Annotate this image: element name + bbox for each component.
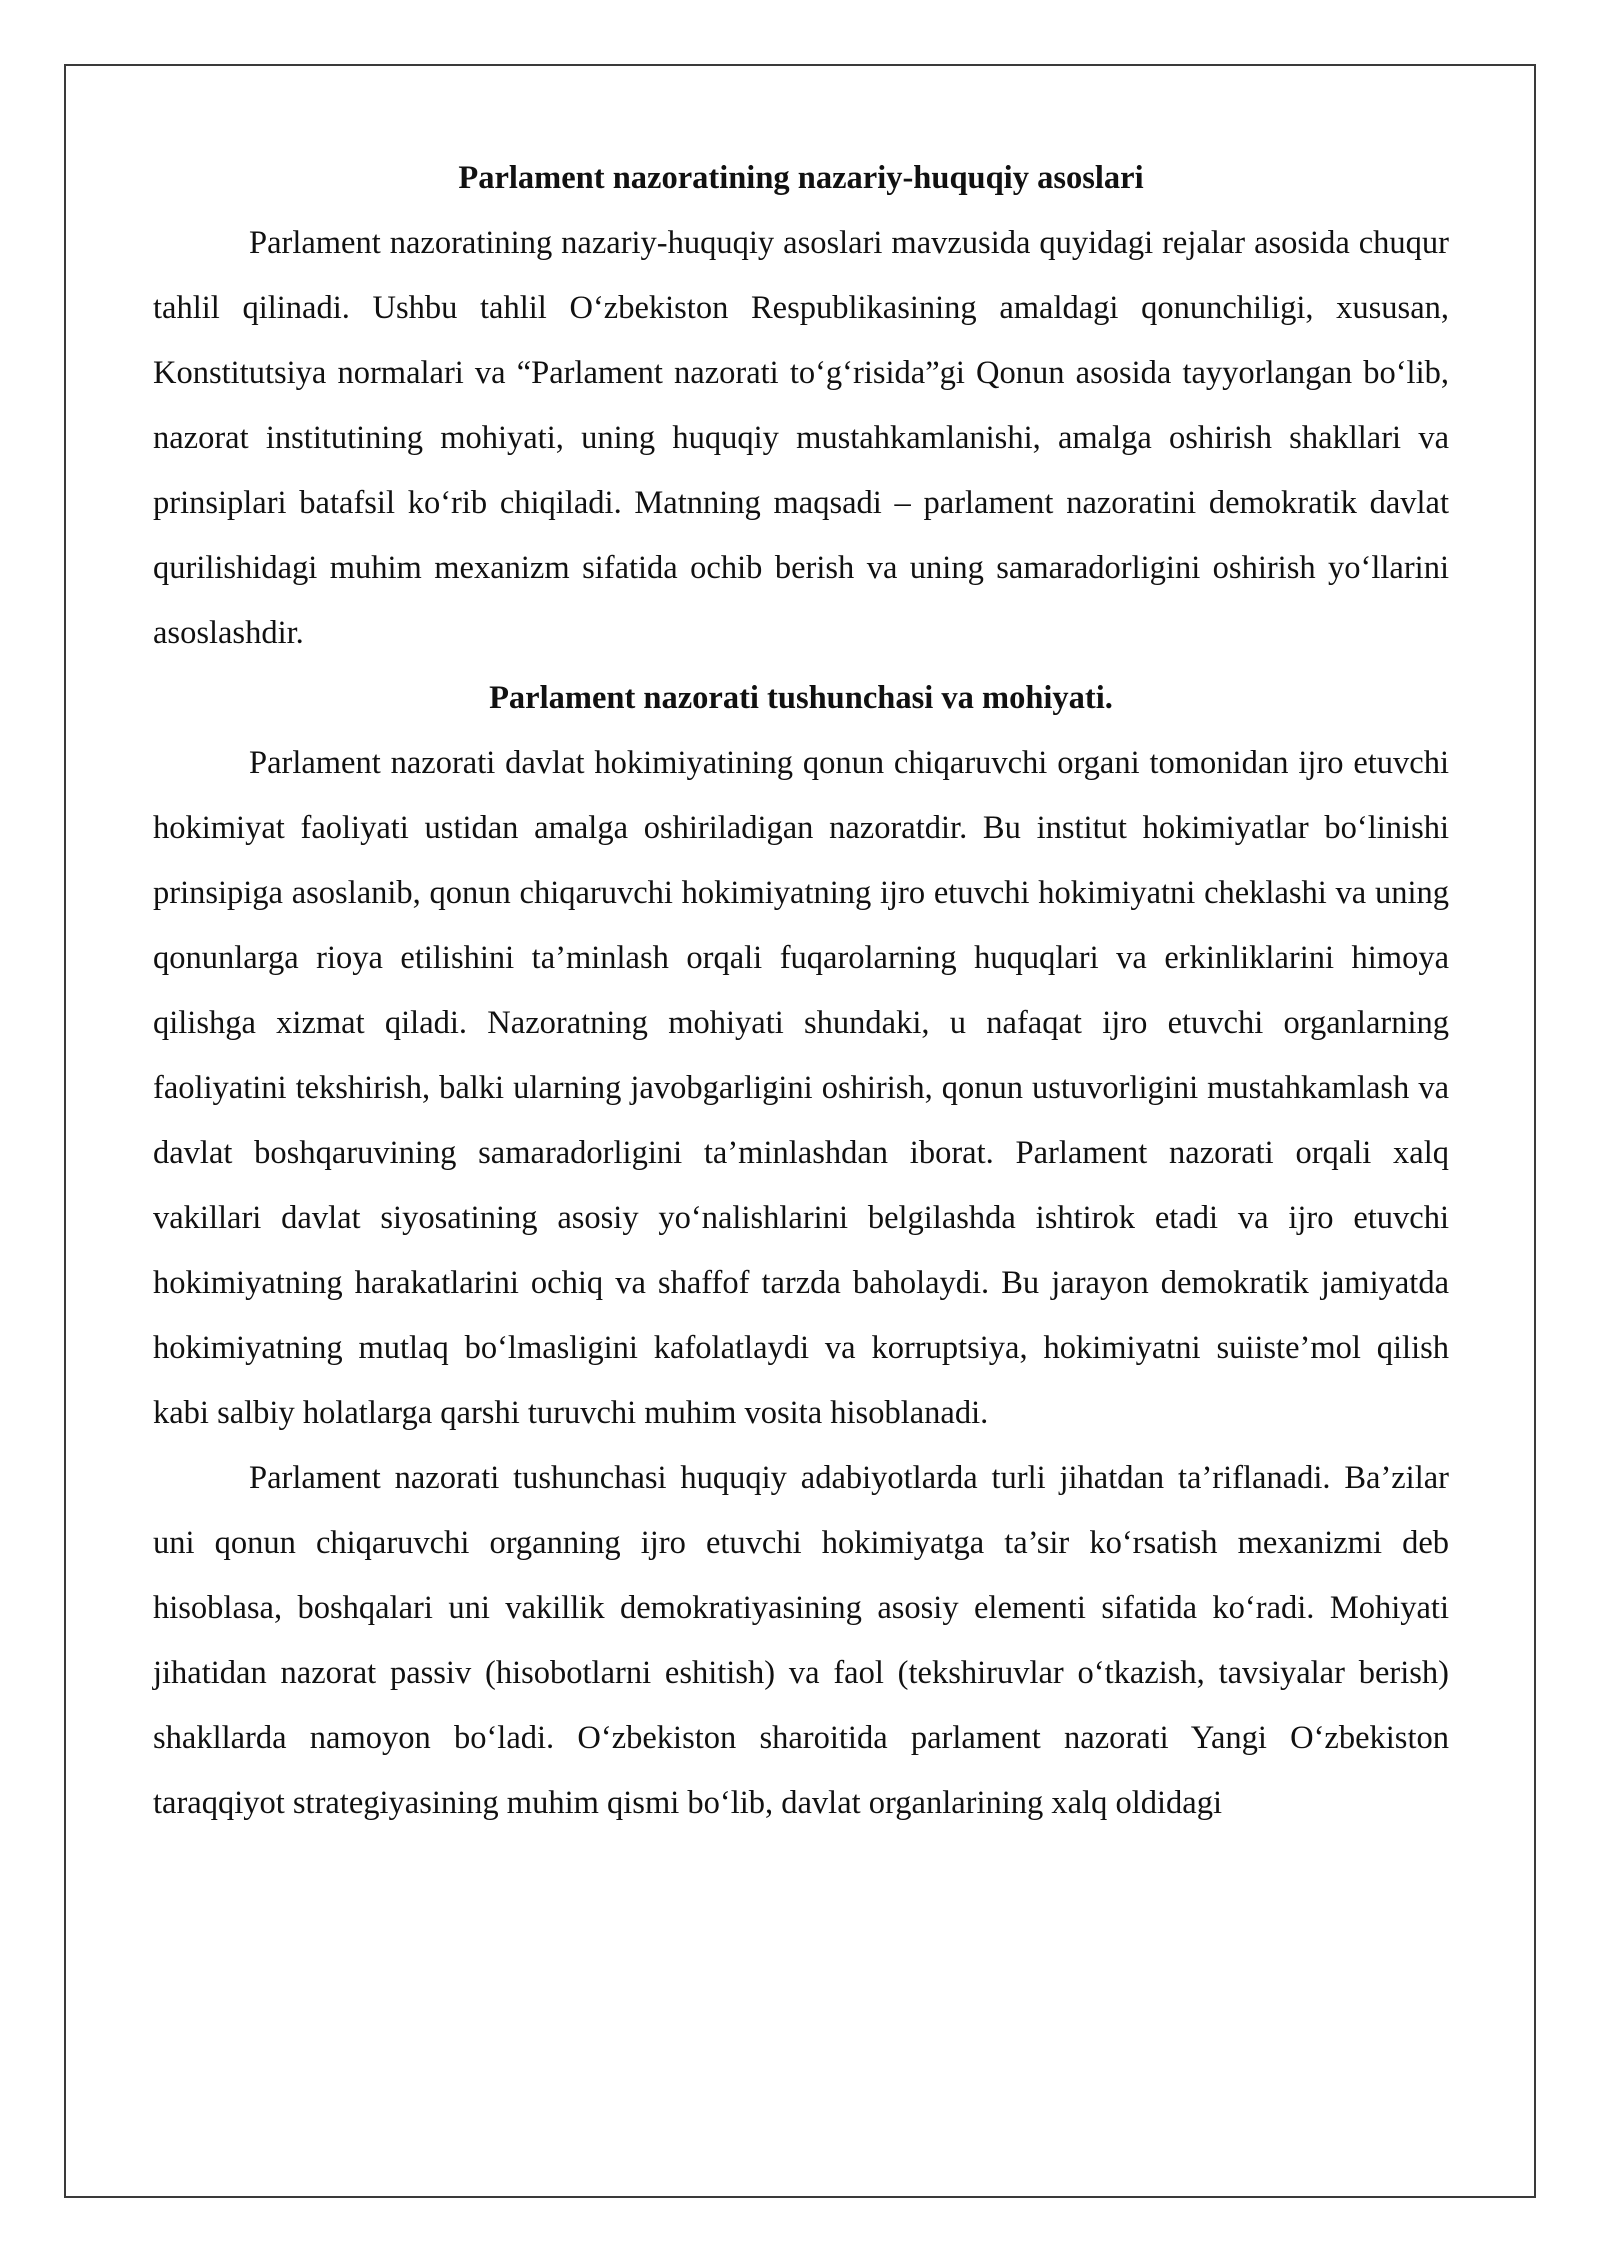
body-paragraph-2: Parlament nazorati tushunchasi huquqiy adabiyotlarda turli jihatdan ta’riflanadi. Ba’zilar uni qonun chiqaruvchi organning ijro etuvchi hokimiyatga ta’sir ko‘rsatish mexanizmi deb hisoblasa, boshqalari uni vakillik demokratiyasining asosiy elementi sifatida ko‘radi. Mohiyati jihatidan nazorat passiv (hisobotlarni eshitish) va faol (tekshiruvlar o‘tkazish, tavsiyalar berish) shakllarda namoyon bo‘ladi. O‘zbekiston sharoitida parlament nazorati Yangi O‘zbekiston taraqqiyot strategiyasining muhim qismi bo‘lib, davlat organlarining xalq oldidagi [153, 1460, 1449, 1821]
document-body [153, 146, 1449, 1836]
document-title: Parlament nazoratining nazariy-huquqiy asoslari [458, 160, 1144, 196]
body-paragraph-1: Parlament nazorati davlat hokimiyatining qonun chiqaruvchi organi tomonidan ijro etuvchi hokimiyat faoliyati ustidan amalga oshiriladigan nazoratdir. Bu institut hokimiyatlar bo‘linishi prinsipiga asoslanib, qonun chiqaruvchi hokimiyatning ijro etuvchi hokimiyatni cheklashi va uning qonunlarga rioya etilishini ta’minlash orqali fuqarolarning huquqlari va erkinliklarini himoya qilishga xizmat qiladi. Nazoratning mohiyati shundaki, u nafaqat ijro etuvchi organlarning faoliyatini tekshirish, balki ularning javobgarligini oshirish, qonun ustuvorligini mustahkamlash va davlat boshqaruvining samaradorligini ta’minlashdan iborat. Parlament nazorati orqali xalq vakillari davlat siyosatining asosiy yo‘nalishlarini belgilashda ishtirok etadi va ijro etuvchi hokimiyatning harakatlarini ochiq va shaffof tarzda baholaydi. Bu jarayon demokratik jamiyatda hokimiyatning mutlaq bo‘lmasligini kafolatlaydi va korruptsiya, hokimiyatni suiiste’mol qilish kabi salbiy holatlarga qarshi turuvchi muhim vosita hisoblanadi. [153, 745, 1449, 1431]
intro-paragraph: Parlament nazoratining nazariy-huquqiy asoslari mavzusida quyidagi rejalar asosida chuqur tahlil qilinadi. Ushbu tahlil O‘zbekiston Respublikasining amaldagi qonunchiligi, xususan, Konstitutsiya normalari va “Parlament nazorati to‘g‘risida”gi Qonun asosida tayyorlangan bo‘lib, nazorat institutining mohiyati, uning huquqiy mustahkamlanishi, amalga oshirish shakllari va prinsiplari batafsil ko‘rib chiqiladi. Matnning maqsadi – parlament nazoratini demokratik davlat qurilishidagi muhim mexanizm sifatida ochib berish va uning samaradorligini oshirish yo‘llarini asoslashdir. [153, 225, 1449, 651]
section-heading: Parlament nazorati tushunchasi va mohiyati. [489, 680, 1113, 716]
